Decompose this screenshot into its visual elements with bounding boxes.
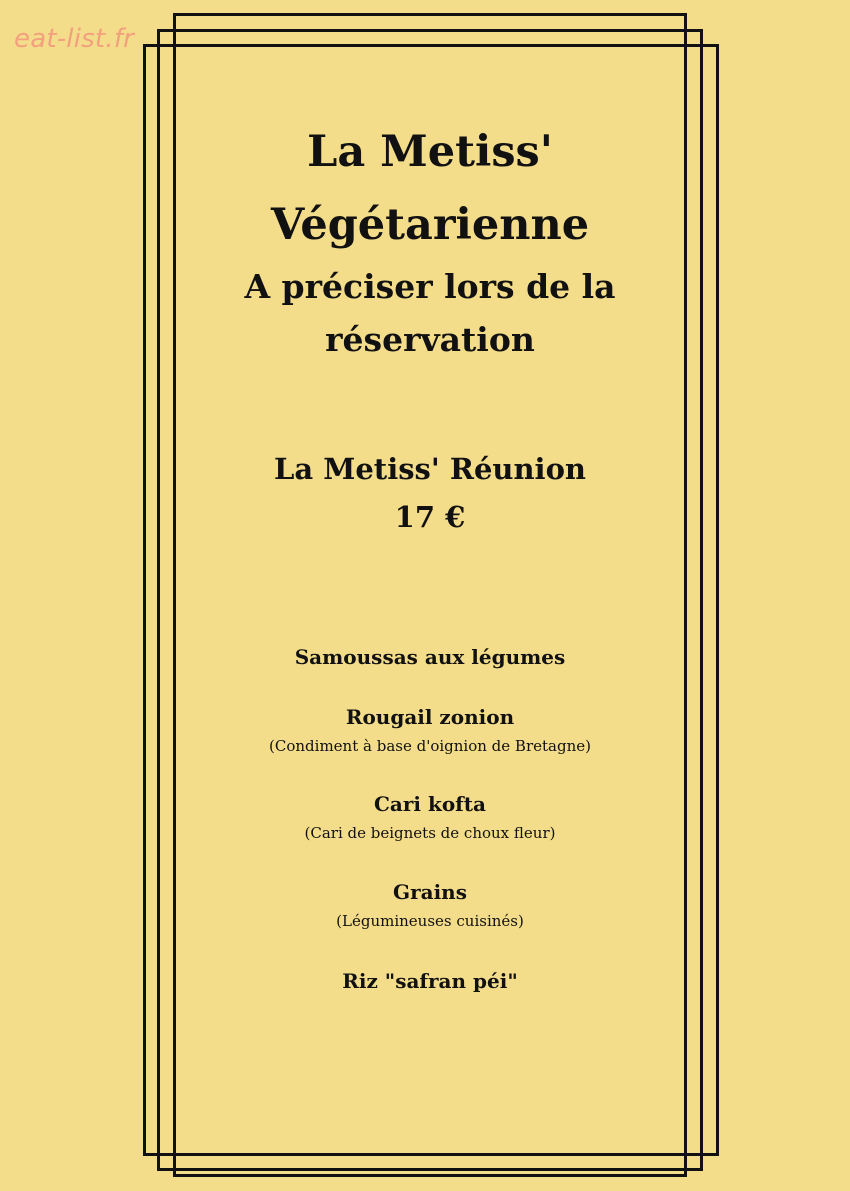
set-menu-price: 17 € <box>394 500 466 534</box>
menu-frame-inner <box>173 13 687 1177</box>
dish-name: Riz "safran péi" <box>342 969 518 993</box>
dish-description: (Légumineuses cuisinés) <box>336 912 524 930</box>
set-menu-name: La Metiss' Réunion <box>273 452 587 486</box>
menu-note-line2: réservation <box>325 320 535 359</box>
dish-name: Rougail zonion <box>345 705 515 729</box>
menu-title-line2: Végétarienne <box>270 200 590 250</box>
menu-title-line1: La Metiss' <box>307 127 553 177</box>
dish-description: (Cari de beignets de choux fleur) <box>304 824 556 842</box>
dish-name: Cari kofta <box>374 792 486 816</box>
dish-name: Grains <box>393 880 467 904</box>
watermark: eat-list.fr <box>14 24 134 54</box>
menu-note-line1: A préciser lors de la <box>244 267 616 306</box>
dish-description: (Condiment à base d'oignion de Bretagne) <box>269 737 591 755</box>
dish-name: Samoussas aux légumes <box>294 645 566 669</box>
